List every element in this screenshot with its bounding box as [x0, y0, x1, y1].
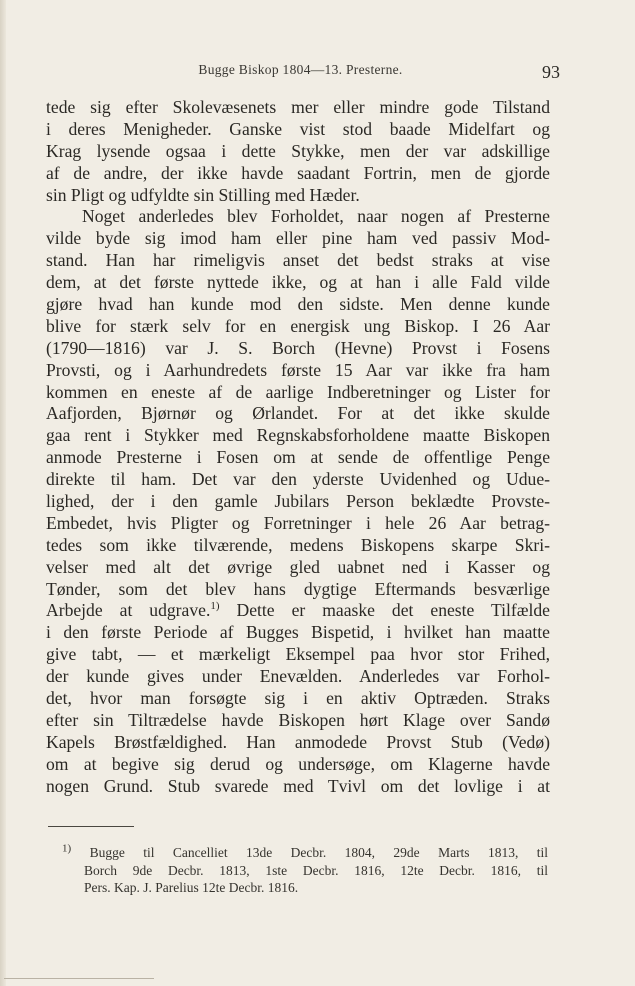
text-line: nogen Grund. Stub svarede med Tvivl om det lovlige i at	[46, 775, 550, 796]
text-line: Kapels Brøstfældighed. Han anmodede Provst Stub (Vedø)	[46, 731, 550, 752]
text-line: efter sin Tiltrædelse havde Biskopen hørt Klage over Sandø	[46, 709, 550, 730]
text-line: anmode Presterne i Fosen om at sende de offentlige Penge	[46, 447, 550, 468]
text-line: der kunde gives under Enevælden. Anderledes var Forhol-	[46, 666, 550, 687]
text-line: direkte til ham. Det var den yderste Uvidenhed og Udue-	[46, 469, 550, 490]
text-segment: Arbejde at udgrave.	[46, 600, 211, 621]
text-line: i deres Menigheder. Ganske vist stod baade Midelfart og	[46, 118, 550, 139]
running-head: Bugge Biskop 1804—13. Presterne.	[198, 62, 403, 77]
text-line: sin Pligt og udfyldte sin Stilling med Hæder.	[46, 184, 360, 205]
footnote-line	[62, 844, 548, 862]
text-line: (1790—1816) var J. S. Borch (Hevne) Provst i Fosens	[46, 337, 550, 358]
text-line: lighed, der i den gamle Jubilars Person beklædte Provste-	[46, 491, 550, 512]
text-line: dem, at det første nyttede ikke, og at han i alle Fald vilde	[46, 272, 550, 293]
paragraph-start-line: Noget anderledes blev Forholdet, naar nogen af Presterne	[82, 206, 550, 227]
page-number: 93	[542, 62, 560, 82]
text-line: Embedet, hvis Pligter og Forretninger i hele 26 Aar betrag-	[46, 512, 550, 533]
text-line: om at begive sig derud og undersøge, om Klagerne havde	[46, 753, 550, 774]
text-line: velser med alt det øvrige gled uabnet ned i Kasser og	[46, 556, 550, 577]
body-text	[46, 97, 550, 798]
text-line: det, hvor man forsøgte sig i en aktiv Optræden. Straks	[46, 688, 550, 709]
text-segment: Dette er maaske det eneste Tilfælde	[219, 600, 550, 621]
footnotes	[62, 844, 548, 897]
footnote-line: Pers. Kap. J. Parelius 12te Decbr. 1816.	[84, 880, 299, 895]
text-line: tede sig efter Skolevæsenets mer eller mindre gode Tilstand	[46, 97, 550, 117]
page-bottom-edge	[4, 978, 154, 979]
footnote-text: Bugge til Cancelliet 13de Decbr. 1804, 29de Marts 1813, til	[89, 845, 548, 860]
text-line: af de andre, der ikke havde saadant Fortrin, men de gjorde	[46, 162, 550, 183]
footnote-line: Borch 9de Decbr. 1813, 1ste Decbr. 1816, 12te Decbr. 1816, til	[84, 862, 548, 878]
footnote-marker: 1)	[62, 842, 72, 855]
text-line: vilde byde sig imod ham eller pine ham ved passiv Mod-	[46, 228, 550, 249]
text-line: tedes som ikke tilværende, medens Biskopens skarpe Skri-	[46, 534, 550, 555]
text-line: Provsti, og i Aarhundredets første 15 Aar var ikke fra ham	[46, 359, 550, 380]
footnote-reference: 1)	[210, 600, 220, 613]
text-line: blive for stærk selv for en energisk ung Biskop. I 26 Aar	[46, 315, 550, 336]
text-line: gaa rent i Stykker med Regnskabsforholdene maatte Biskopen	[46, 425, 550, 446]
text-line: Aafjorden, Bjørnør og Ørlandet. For at det ikke skulde	[46, 403, 550, 424]
text-line: gjøre hvad han kunde mod den sidste. Men denne kunde	[46, 294, 550, 315]
text-line-with-footnote-ref	[46, 600, 550, 622]
text-line: kommen en eneste af de aarlige Indberetninger og Lister for	[46, 381, 550, 402]
text-line: Krag lysende ogsaa i dette Stykke, men der var adskillige	[46, 140, 550, 161]
text-line: i den første Periode af Bugges Bispetid, i hvilket han maatte	[46, 622, 550, 643]
text-line: stand. Han har rimeligvis anset det bedst straks at vise	[46, 250, 550, 271]
text-line: give tabt, — et mærkeligt Eksempel paa hvor stor Frihed,	[46, 644, 550, 665]
footnote-divider	[48, 826, 134, 827]
text-line: Tønder, som det blev hans dygtige Eftermands besværlige	[46, 578, 550, 599]
page-edge-shadow	[0, 0, 6, 986]
